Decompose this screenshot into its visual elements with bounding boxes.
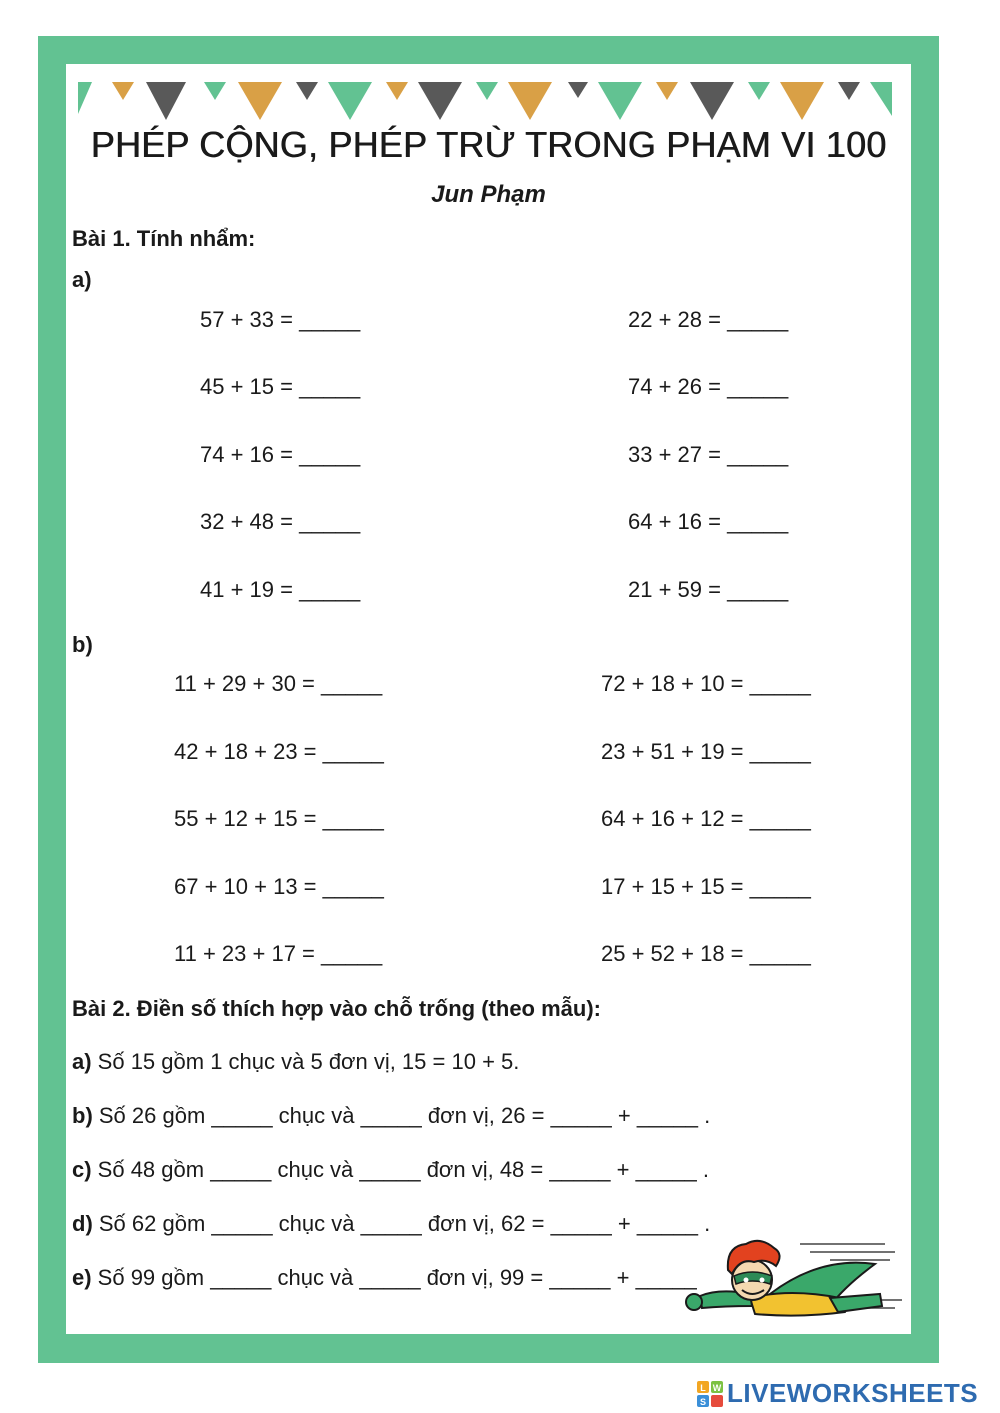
worksheet-title: PHÉP CỘNG, PHÉP TRỪ TRONG PHẠM VI 100 xyxy=(90,124,887,165)
item-label: a) xyxy=(72,1049,92,1074)
bunting-flag xyxy=(112,82,134,100)
math-problem: 11 + 23 + 17 = _____ xyxy=(174,941,383,966)
math-problem: 32 + 48 = _____ xyxy=(200,509,361,534)
logo-letter: S xyxy=(699,1396,707,1407)
fill-in-line xyxy=(72,1157,709,1183)
bunting-decoration xyxy=(78,80,898,122)
bunting-flag xyxy=(838,82,860,100)
math-problem: 11 + 29 + 30 = _____ xyxy=(174,671,383,696)
math-problem: 74 + 16 = _____ xyxy=(200,442,361,467)
logo-letter: L xyxy=(700,1382,706,1393)
math-problem: 72 + 18 + 10 = _____ xyxy=(601,671,811,696)
fill-in-line xyxy=(72,1211,710,1237)
bunting-flag xyxy=(296,82,318,100)
bunting-flag xyxy=(476,82,498,100)
item-text: Số 15 gồm 1 chục và 5 đơn vị, 15 = 10 + 5. xyxy=(91,1049,520,1074)
math-problem: 45 + 15 = _____ xyxy=(200,374,361,399)
math-problem: 74 + 26 = _____ xyxy=(628,374,789,399)
bunting-flag xyxy=(656,82,678,100)
logo-blocks-icon xyxy=(697,1381,723,1407)
math-problem: 25 + 52 + 18 = _____ xyxy=(601,941,811,966)
math-problem: 33 + 27 = _____ xyxy=(628,442,789,467)
item-text: Số 62 gồm _____ chục và _____ đơn vị, 62 = _____ + _____ . xyxy=(92,1211,711,1236)
item-label: c) xyxy=(72,1157,92,1182)
bunting-flag xyxy=(204,82,226,100)
math-problem: 42 + 18 + 23 = _____ xyxy=(174,739,384,764)
math-problem: 23 + 51 + 19 = _____ xyxy=(601,739,811,764)
bunting-flag xyxy=(328,82,372,120)
math-problem: 21 + 59 = _____ xyxy=(628,577,789,602)
item-label: b) xyxy=(72,1103,93,1128)
math-problem: 67 + 10 + 13 = _____ xyxy=(174,874,384,899)
part-b-label: b) xyxy=(72,632,93,657)
bunting-flag xyxy=(568,82,588,98)
math-problem: 17 + 15 + 15 = _____ xyxy=(601,874,811,899)
fill-in-line xyxy=(72,1049,519,1075)
item-text: Số 26 gồm _____ chục và _____ đơn vị, 26 = _____ + _____ . xyxy=(92,1103,711,1128)
bunting-flag xyxy=(386,82,408,100)
bunting-flag xyxy=(238,82,282,120)
fill-in-line xyxy=(72,1103,710,1129)
bunting-flag xyxy=(598,82,642,120)
part-a-label: a) xyxy=(72,267,92,292)
bunting-flag xyxy=(690,82,734,120)
math-problem: 55 + 12 + 15 = _____ xyxy=(174,806,384,831)
math-problem: 22 + 28 = _____ xyxy=(628,307,789,332)
item-label: e) xyxy=(72,1265,92,1290)
bunting-flag xyxy=(508,82,552,120)
exercise-2-heading: Bài 2. Điền số thích hợp vào chỗ trống (theo mẫu): xyxy=(72,996,601,1021)
item-label: d) xyxy=(72,1211,93,1236)
fill-in-line xyxy=(72,1265,697,1291)
bunting-flag xyxy=(146,82,186,120)
math-problem: 41 + 19 = _____ xyxy=(200,577,361,602)
bunting-flag xyxy=(870,82,892,116)
math-problem: 57 + 33 = _____ xyxy=(200,307,361,332)
liveworksheets-logo xyxy=(697,1378,978,1409)
worksheet-page xyxy=(66,64,911,1334)
bunting-flag xyxy=(780,82,824,120)
bunting-flag xyxy=(418,82,462,120)
bunting-flag xyxy=(748,82,770,100)
logo-letter: W xyxy=(712,1382,722,1393)
bunting-flag xyxy=(78,82,92,114)
item-text: Số 48 gồm _____ chục và _____ đơn vị, 48 = _____ + _____ . xyxy=(91,1157,710,1182)
exercise-1-heading: Bài 1. Tính nhẩm: xyxy=(72,226,256,251)
superhero-illustration xyxy=(680,1236,905,1336)
author-name: Jun Phạm xyxy=(431,181,546,208)
brand-name: LIVEWORKSHEETS xyxy=(727,1378,979,1408)
item-text: Số 99 gồm _____ chục và _____ đơn vị, 99 = _____ + _____ xyxy=(91,1265,697,1290)
math-problem: 64 + 16 = _____ xyxy=(628,509,789,534)
math-problem: 64 + 16 + 12 = _____ xyxy=(601,806,811,831)
